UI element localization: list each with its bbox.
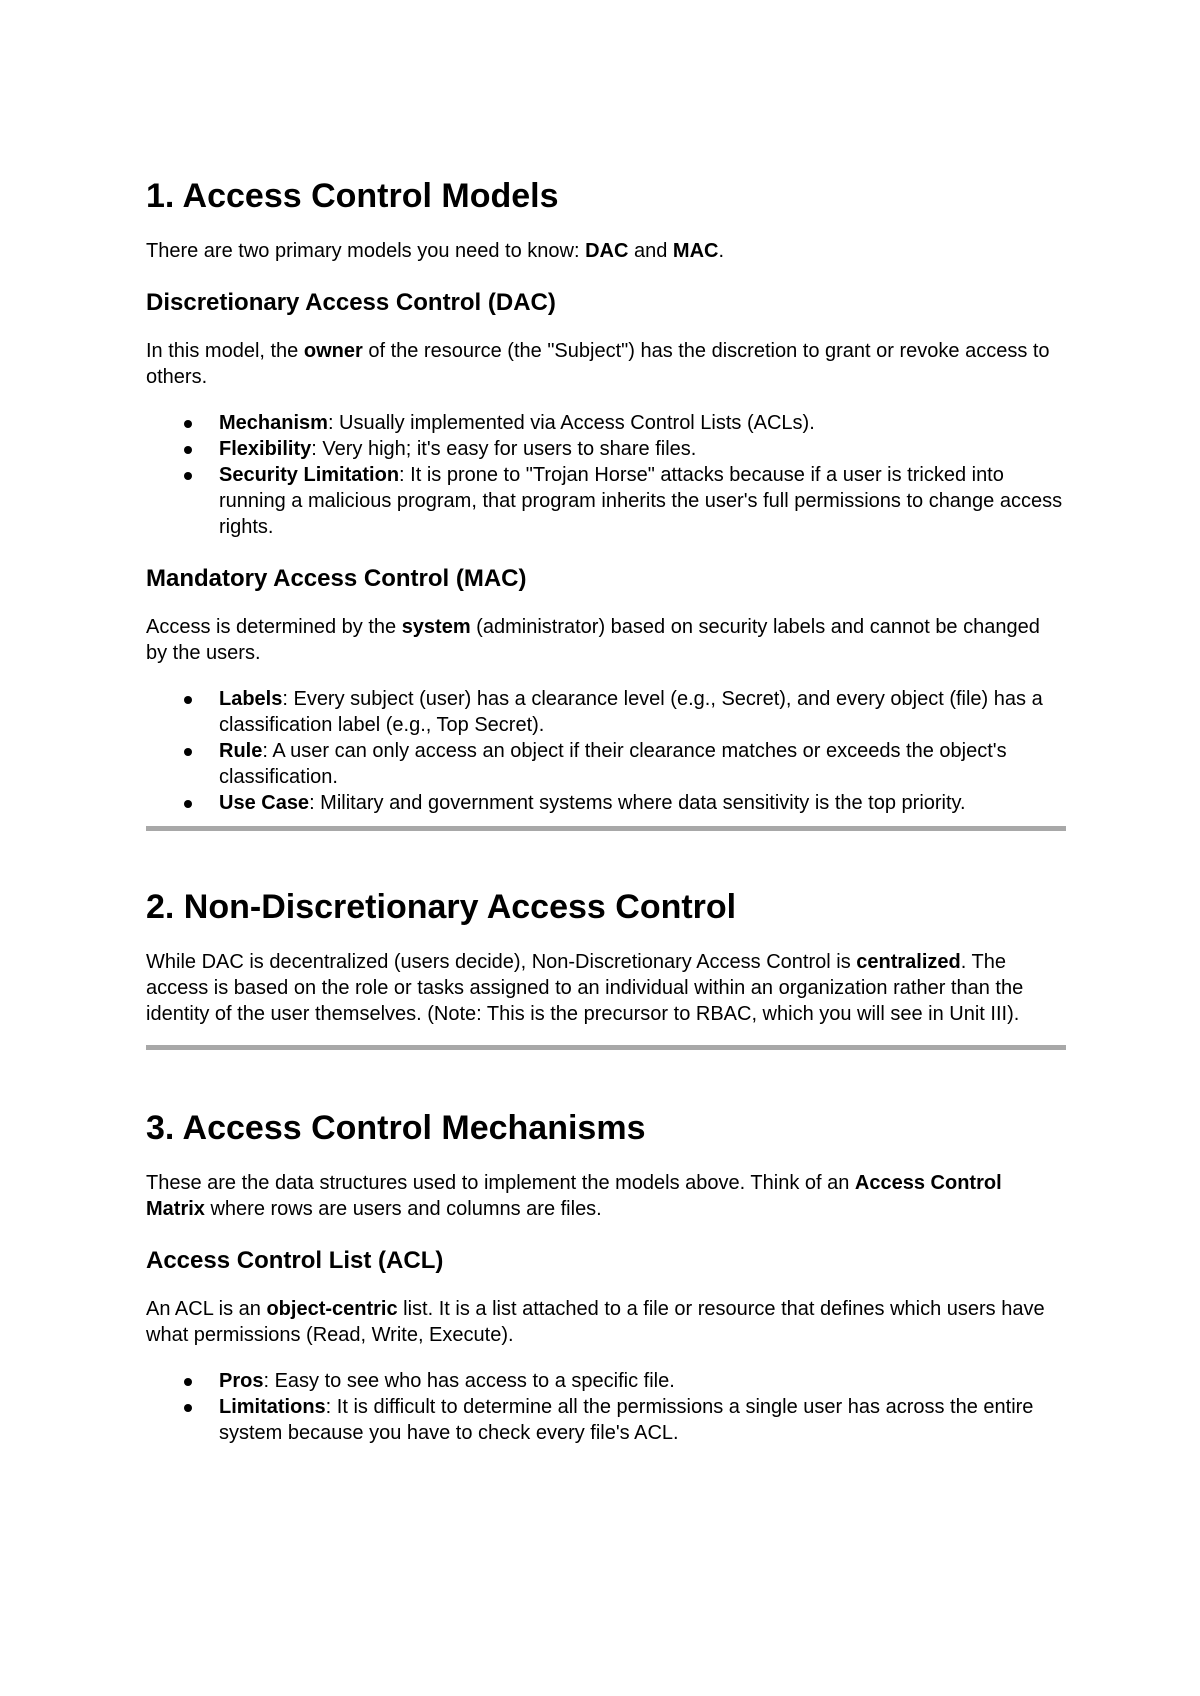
list-item: Limitations: It is difficult to determine all the permissions a single user has across the entire system because you have to check every file's ACL. [219,1394,1066,1446]
section-2-description: While DAC is decentralized (users decide), Non-Discretionary Access Control is centralized. The access is based on the role or tasks assigned to an individual within an organization rather than the identity of the user themselves. (Note: This is the precursor to RBAC, which you will see in Unit III). [146,951,1024,1025]
acl-heading: Access Control List (ACL) [146,1247,444,1274]
dac-list [146,410,1066,540]
document-page [146,176,1066,1468]
section-3-intro: These are the data structures used to implement the models above. Think of an Access Control Matrix where rows are users and columns are files. [146,1172,1002,1220]
list-item: Pros: Easy to see who has access to a specific file. [219,1368,1066,1394]
acl-description: An ACL is an object-centric list. It is a list attached to a file or resource that defines which users have what permissions (Read, Write, Execute). [146,1298,1045,1346]
list-item: Use Case: Military and government systems where data sensitivity is the top priority. [219,790,1066,816]
list-item: Security Limitation: It is prone to "Trojan Horse" attacks because if a user is tricked into running a malicious program, that program inherits the user's full permissions to change access rights. [219,462,1066,540]
list-item: Labels: Every subject (user) has a clearance level (e.g., Secret), and every object (file) has a classification label (e.g., Top Secret). [219,686,1066,738]
dac-heading: Discretionary Access Control (DAC) [146,289,556,316]
section-divider [146,1045,1066,1050]
list-item: Flexibility: Very high; it's easy for users to share files. [219,436,1066,462]
section-2-heading: 2. Non-Discretionary Access Control [146,888,737,926]
list-item: Rule: A user can only access an object if their clearance matches or exceeds the object's classification. [219,738,1066,790]
mac-list [146,686,1066,816]
mac-description: Access is determined by the system (administrator) based on security labels and cannot be changed by the users. [146,616,1040,664]
list-item: Mechanism: Usually implemented via Access Control Lists (ACLs). [219,410,1066,436]
section-1-intro: There are two primary models you need to know: DAC and MAC. [146,240,725,262]
section-3-heading: 3. Access Control Mechanisms [146,1109,646,1147]
mac-heading: Mandatory Access Control (MAC) [146,565,527,592]
section-divider [146,826,1066,831]
section-1-heading: 1. Access Control Models [146,177,559,215]
dac-description: In this model, the owner of the resource (the "Subject") has the discretion to grant or revoke access to others. [146,340,1050,388]
acl-list [146,1368,1066,1446]
